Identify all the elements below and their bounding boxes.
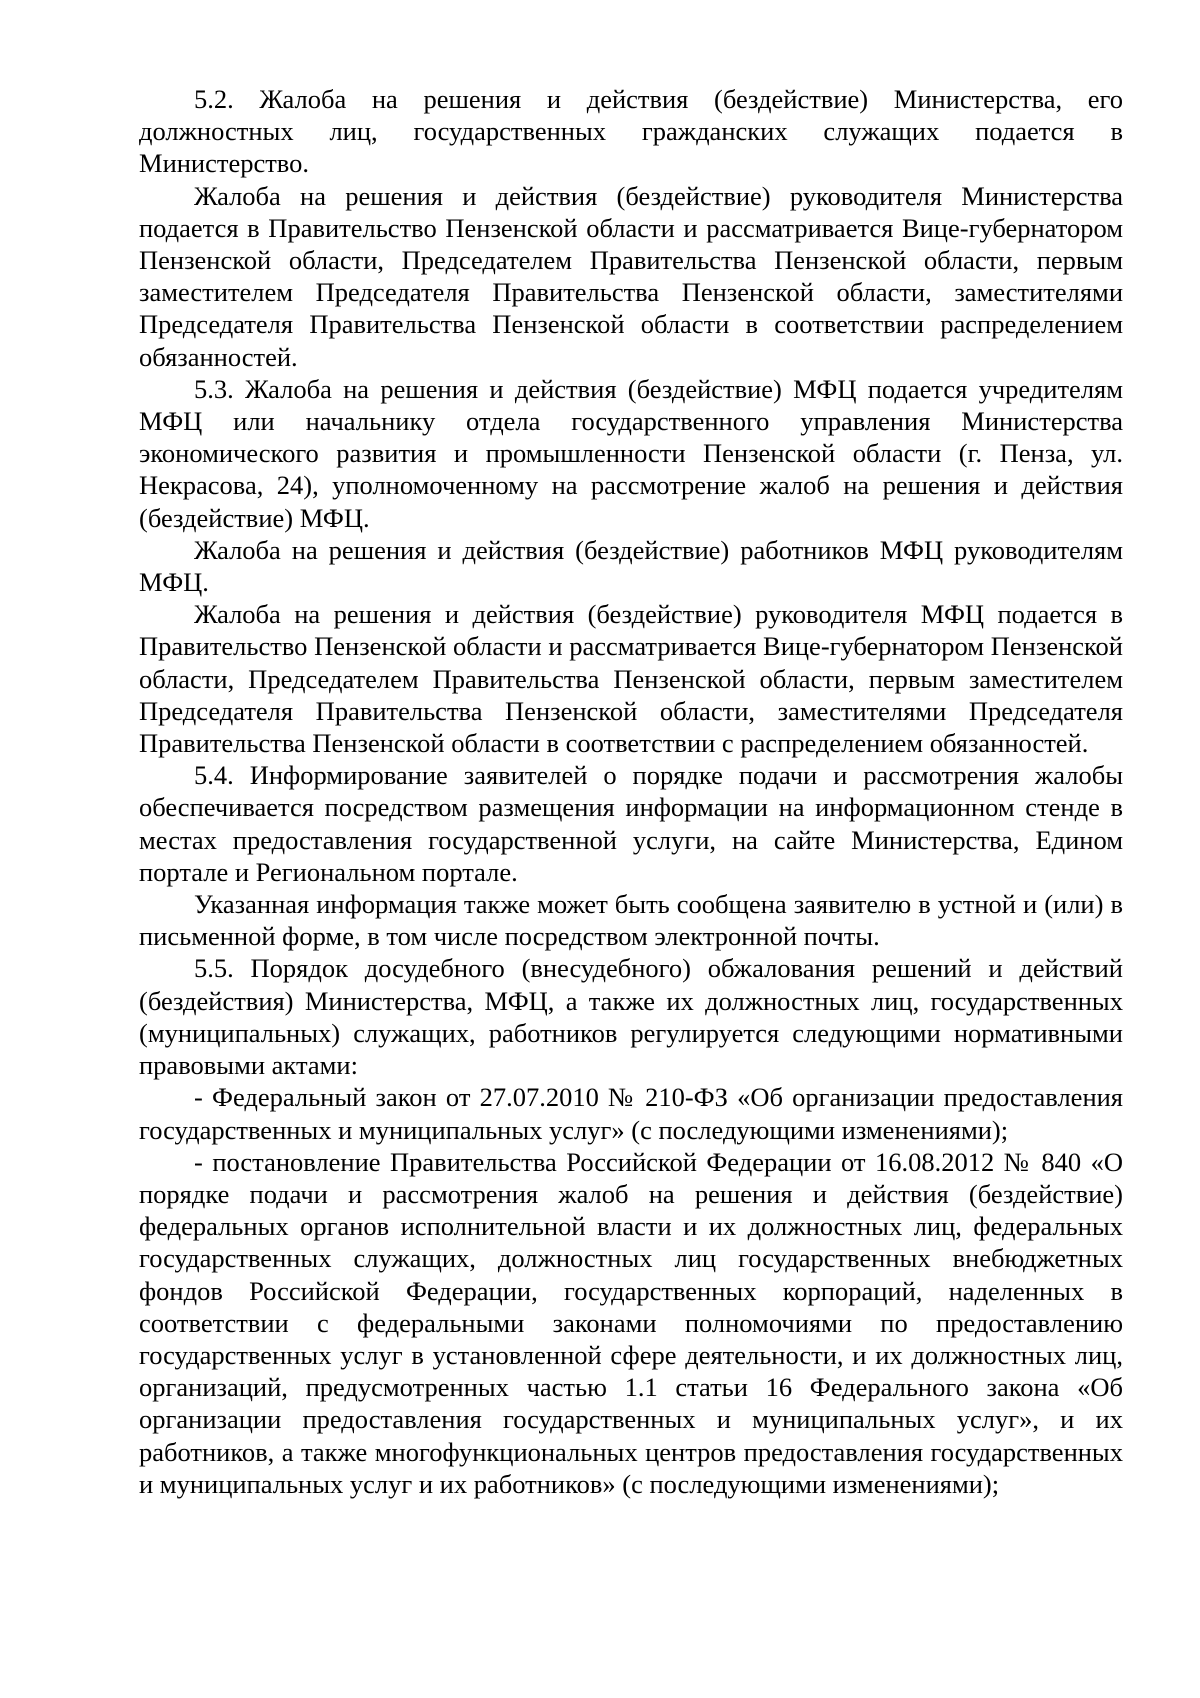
paragraph-oral-written-info: Указанная информация также может быть сообщена заявителю в устной и (или) в письменной форме, в том числе посредством электронной почты. xyxy=(139,889,1123,952)
paragraph-5-5: 5.5. Порядок досудебного (внесудебного) обжалования решений и действий (бездействия) Министерства, МФЦ, а также их должностных лиц, государственных (муниципальных) служащих, работников регулируется следующими нормативными правовыми актами: xyxy=(139,953,1123,1081)
paragraph-mfc-head-complaint: Жалоба на решения и действия (бездействие) руководителя МФЦ подается в Правительство Пензенской области и рассматривается Вице-губернатором Пензенской области, Председателем Правительства Пензенской области, первым заместителем Председателя Правительства Пензенской области, заместителями Председателя Правительства Пензенской области в соответствии с распределением обязанностей. xyxy=(139,599,1123,759)
paragraph-5-3: 5.3. Жалоба на решения и действия (бездействие) МФЦ подается учредителям МФЦ или начальнику отдела государственного управления Министерства экономического развития и промышленности Пензенской области (г. Пенза, ул. Некрасова, 24), уполномоченному на рассмотрение жалоб на решения и действия (бездействие) МФЦ. xyxy=(139,373,1123,533)
paragraph-5-4: 5.4. Информирование заявителей о порядке подачи и рассмотрения жалобы обеспечивается посредством размещения информации на информационном стенде в местах предоставления государственной услуги, на сайте Министерства, Едином портале и Региональном портале. xyxy=(139,760,1123,887)
list-item-resolution-840: - постановление Правительства Российской Федерации от 16.08.2012 № 840 «О порядке подачи и рассмотрения жалоб на решения и действия (бездействие) федеральных органов исполнительной власти и их должностных лиц, федеральных государственных служащих, должностных лиц государственных внебюджетных фондов Российской Федерации, государственных корпораций, наделенных в соответствии с федеральными законами полномочиями по предоставлению государственных услуг в установленной сфере деятельности, и их должностных лиц, организаций, предусмотренных частью 1.1 статьи 16 Федерального закона «Об организации предоставления государственных и муниципальных услуг», и их работников, а также многофункциональных центров предоставления государственных и муниципальных услуг и их работников» (с последующими изменениями); xyxy=(139,1146,1123,1499)
paragraph-mfc-workers-complaint: Жалоба на решения и действия (бездействие) работников МФЦ руководителям МФЦ. xyxy=(139,534,1123,598)
paragraph-5-2: 5.2. Жалоба на решения и действия (бездействие) Министерства, его должностных лиц, государственных гражданских служащих подается в Министерство. xyxy=(139,84,1123,179)
document-page xyxy=(139,83,1123,1500)
list-item-federal-law-210: - Федеральный закон от 27.07.2010 № 210-ФЗ «Об организации предоставления государственных и муниципальных услуг» (с последующими изменениями); xyxy=(139,1082,1123,1145)
paragraph-ministry-head-complaint: Жалоба на решения и действия (бездействие) руководителя Министерства подается в Правительство Пензенской области и рассматривается Вице-губернатором Пензенской области, Председателем Правительства Пензенской области, первым заместителем Председателя Правительства Пензенской области, заместителями Председателя Правительства Пензенской области в соответствии распределением обязанностей. xyxy=(139,180,1123,372)
